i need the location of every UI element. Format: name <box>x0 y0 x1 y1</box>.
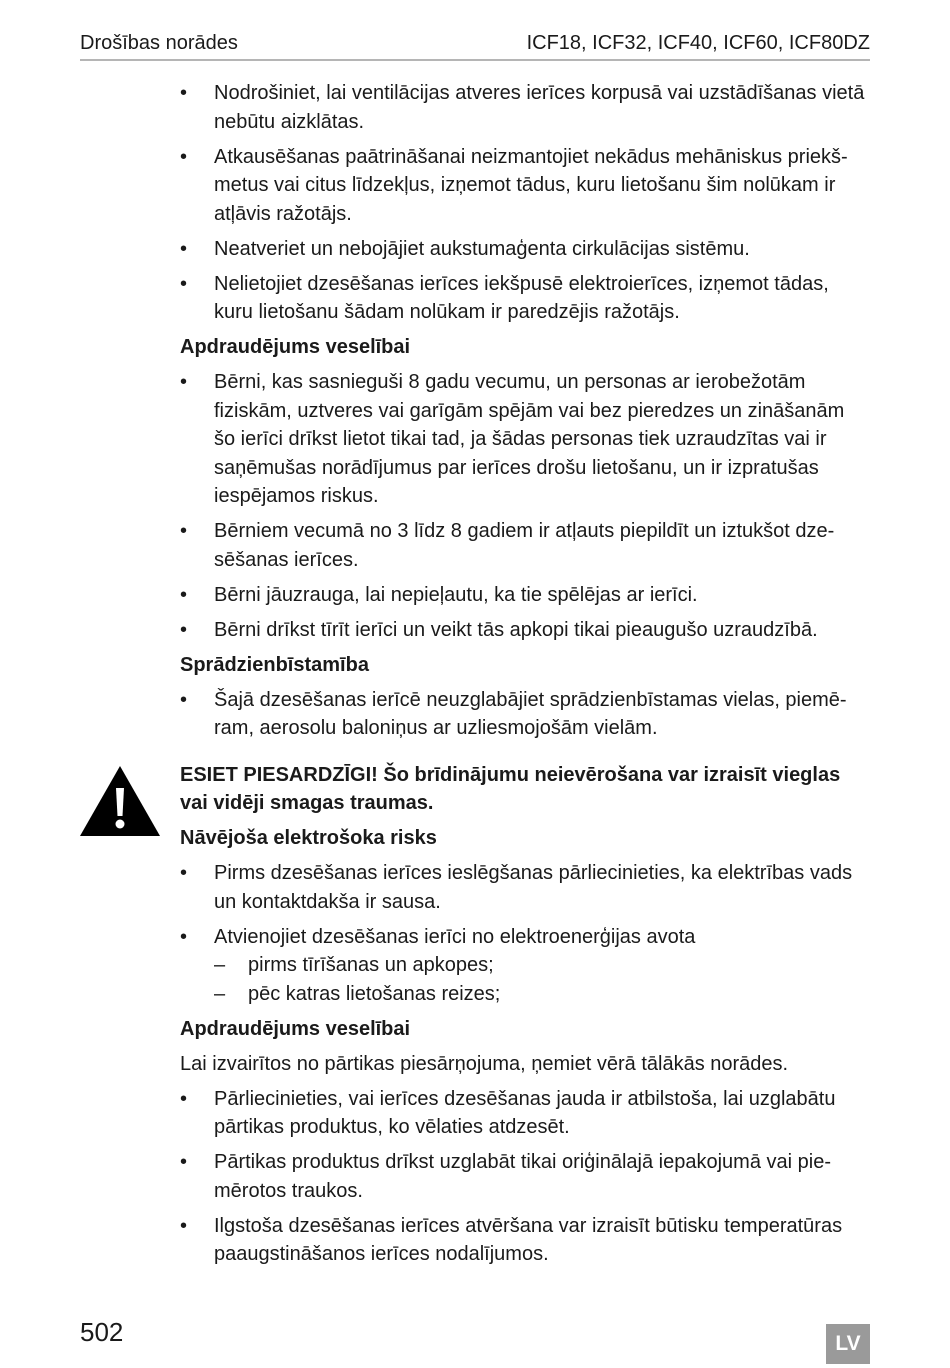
health-list <box>180 368 870 644</box>
sub-list-item: – pēc katras lietošanas reizes; <box>214 980 870 1009</box>
list-item <box>180 923 870 1009</box>
section-heading-health: Apdraudējums veselībai <box>180 336 411 358</box>
section-heading-health-food: Apdraudējums veselībai <box>180 1017 411 1040</box>
list-item: • Pārliecinieties, vai ierīces dzesēšanas jauda ir atbilstoša, lai uzglabātu pārtikas produktus, ko vēlaties atdzesēt. <box>180 1085 870 1142</box>
sub-list <box>214 951 870 1008</box>
list-item: • Bērni drīkst tīrīt ierīci un veikt tās apkopi tikai pieaugušo uzraudzībā. <box>180 616 870 645</box>
caution-block <box>180 761 870 1009</box>
safety-list-general <box>180 79 870 327</box>
section-heading-explosion: Sprādzienbīstamība <box>180 653 369 676</box>
document-body <box>180 79 870 1275</box>
list-item-text: Atvienojiet dzesēšanas ierīci no elektroenerģijas avota <box>214 925 696 948</box>
list-item: • Pirms dzesēšanas ierīces ieslēgšanas pārliecinieties, ka elektrības vads un kontaktdakša ir sausa. <box>180 859 870 916</box>
list-item: • Nelietojiet dzesēšanas ierīces iekšpusē elektroierīces, izņemot tādas, kuru lietošanu šādam nolūkam ir paredzējis ražotājs. <box>180 270 870 327</box>
list-item: • Ilgstoša dzesēšanas ierīces atvēršana var izraisīt būtisku temperatūras paaugstināšanos ierīces nodalījumos. <box>180 1212 870 1269</box>
header-section-title: Drošības norādes <box>80 32 238 54</box>
explosion-list <box>180 686 870 743</box>
food-safety-list <box>180 1085 870 1269</box>
list-item: • Neatveriet un nebojājiet aukstumaģenta cirkulācijas sistēmu. <box>180 235 870 264</box>
warning-triangle-icon <box>80 766 160 838</box>
electric-shock-list <box>180 859 870 1008</box>
list-item: • Pārtikas produktus drīkst uzglabāt tikai oriģinālajā iepakojumā vai piemērotos traukos. <box>180 1148 870 1205</box>
list-item: • Nodrošiniet, lai ventilācijas atveres ierīces korpusā vai uzstādīšanas vietā nebūtu aizklātas. <box>180 79 870 136</box>
list-item: • Bērni, kas sasnieguši 8 gadu vecumu, un personas ar ierobežotām fiziskām, uztveres vai garīgām spējām vai bez pieredzes un zināšanām šo ierīci drīkst lietot tikai tad, ja šādas personas tiek uzraudzītas vai ir saņēmušas norādījumus par ierīces drošu lietošanu, un ir izpratušas iespējamos riskus. <box>180 368 870 511</box>
section-heading-electric-shock: Nāvējoša elektrošoka risks <box>180 827 437 849</box>
list-item: • Šajā dzesēšanas ierīcē neuzglabājiet sprādzienbīstamas vielas, piemēram, aerosolu baloniņus ar uzliesmojošām vielām. <box>180 686 870 743</box>
page-number: 502 <box>80 1317 124 1347</box>
caution-title: ESIET PIESARDZĪGI! Šo brīdinājumu neievērošana var izraisīt vieglas vai vidēji smagas traumas. <box>180 763 841 814</box>
list-item: • Atkausēšanas paātrināšanai neizmantojiet nekādus mehāniskus priekšmetus vai citus līdzekļus, izņemot tādus, kuru lietošanu šim nolūkam ir atļāvis ražotājs. <box>180 143 870 229</box>
list-item: • Bērni jāuzrauga, lai nepieļautu, ka tie spēlējas ar ierīci. <box>180 581 870 610</box>
header-model-list: ICF18, ICF32, ICF40, ICF60, ICF80DZ <box>526 32 870 54</box>
sub-list-item: – pirms tīrīšanas un apkopes; <box>214 951 870 980</box>
section-intro: Lai izvairītos no pārtikas piesārņojuma, ņemiet vērā tālākās norādes. <box>180 1052 789 1075</box>
page-header <box>80 30 870 61</box>
language-badge: LV <box>826 1324 870 1364</box>
list-item: • Bērniem vecumā no 3 līdz 8 gadiem ir atļauts piepildīt un iztukšot dzesēšanas ierīces. <box>180 517 870 574</box>
